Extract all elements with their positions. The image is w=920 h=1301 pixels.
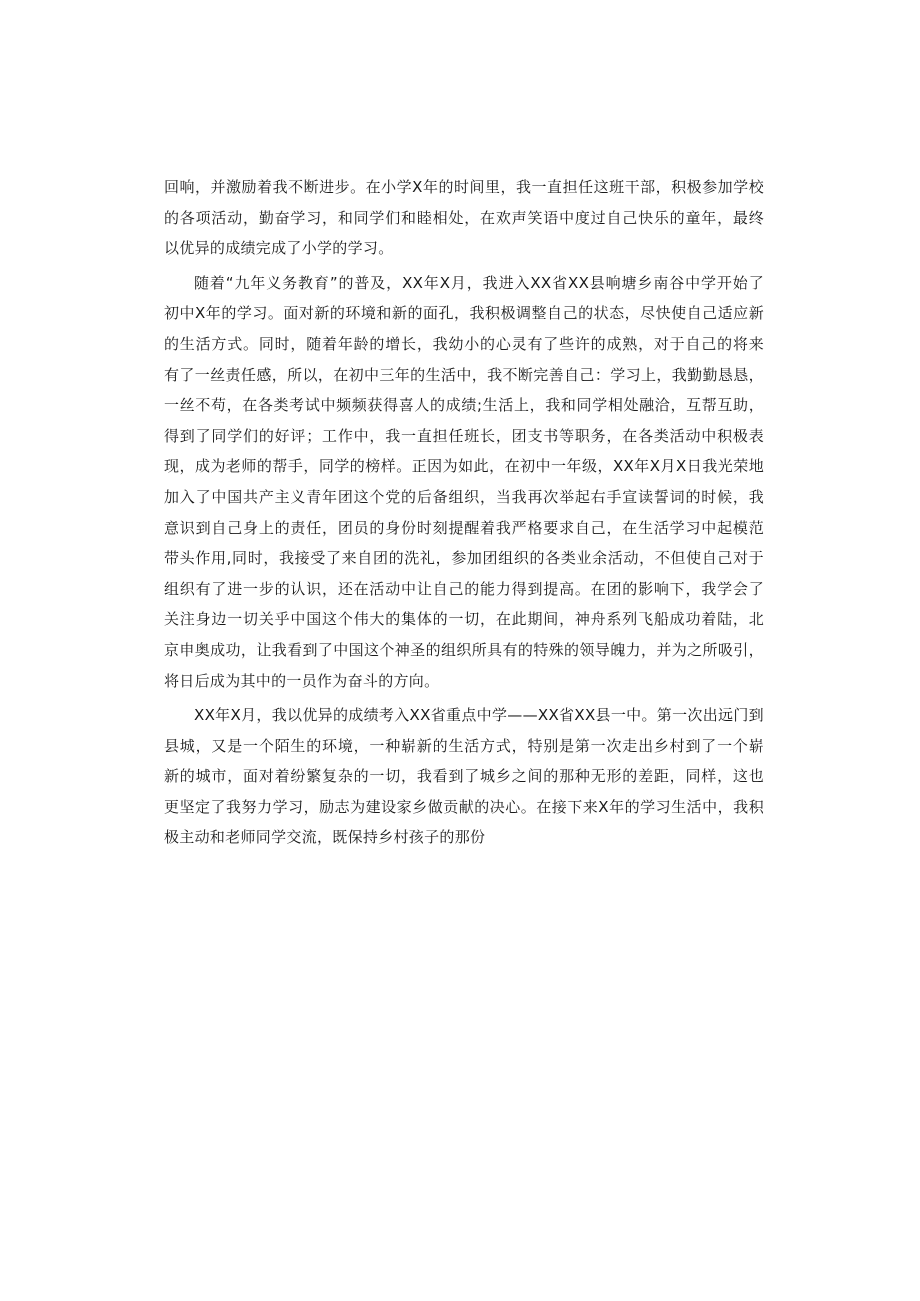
text-line: XX年X月，我以优异的成绩考入XX省重点中学——XX省XX县一中。第一次出远门到 [194, 706, 764, 725]
document-body [164, 172, 764, 853]
text-line: 更坚定了我努力学习，励志为建设家乡做贡献的决心。在接下来X年的学习生活中，我积 [164, 797, 764, 816]
text-line: 现，成为老师的帮手，同学的榜样。正因为如此，在初中一年级，XX年X月X日我光荣地 [164, 457, 764, 476]
text-line: 回响，并激励着我不断进步。在小学X年的时间里，我一直担任这班干部，积极参加学校 [164, 178, 764, 196]
text-line: 极主动和老师同学交流，既保持乡村孩子的那份 [164, 828, 486, 847]
text-line: 加入了中国共产主义青年团这个党的后备组织，当我再次举起右手宣读誓词的时候，我 [164, 487, 764, 506]
text-line: 组织有了进一步的认识，还在活动中让自己的能力得到提高。在团的影响下，我学会了 [164, 579, 764, 598]
text-line: 将日后成为其中的一员作为奋斗的方向。 [164, 671, 440, 690]
text-line: 一丝不苟，在各类考试中频频获得喜人的成绩;生活上，我和同学相处融洽，互帮互助， [164, 396, 764, 415]
text-line: 新的城市，面对着纷繁复杂的一切，我看到了城乡之间的那种无形的差距，同样，这也 [164, 767, 764, 786]
paragraph-2 [164, 268, 764, 696]
paragraph-3 [164, 700, 764, 853]
text-line: 随着“九年义务教育”的普及，XX年X月，我进入XX省XX县响塘乡南谷中学开始了 [194, 273, 764, 292]
text-line: 的生活方式。同时，随着年龄的增长，我幼小的心灵有了些许的成熟，对于自己的将来 [164, 334, 764, 353]
text-line: 带头作用,同时，我接受了来自团的洗礼，参加团组织的各类业余活动，不但使自己对于 [164, 549, 764, 568]
text-line: 县城，又是一个陌生的环境，一种崭新的生活方式，特别是第一次走出乡村到了一个崭 [164, 736, 764, 755]
text-line: 的各项活动，勤奋学习，和同学们和睦相处，在欢声笑语中度过自己快乐的童年，最终 [164, 208, 764, 227]
text-line: 初中X年的学习。面对新的环境和新的面孔，我积极调整自己的状态，尽快使自己适应新 [164, 304, 764, 323]
text-line: 有了一丝责任感，所以，在初中三年的生活中，我不断完善自己：学习上，我勤勤恳恳， [164, 365, 764, 384]
text-line: 关注身边一切关乎中国这个伟大的集体的一切，在此期间，神舟系列飞船成功着陆，北 [164, 610, 764, 629]
text-line: 意识到自己身上的责任，团员的身份时刻提醒着我严格要求自己，在生活学习中起模范 [164, 518, 764, 537]
text-line: 以优异的成绩完成了小学的学习。 [164, 239, 394, 258]
text-line: 京申奥成功，让我看到了中国这个神圣的组织所具有的特殊的领导魄力，并为之所吸引， [164, 640, 764, 659]
text-line: 得到了同学们的好评；工作中，我一直担任班长，团支书等职务，在各类活动中积极表 [164, 426, 764, 445]
paragraph-1 [164, 172, 764, 264]
